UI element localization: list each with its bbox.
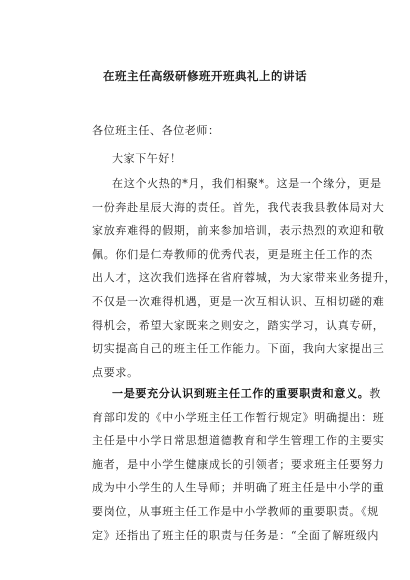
point-heading: 一是要充分认识到班主任工作的重要职责和意义。 [112,387,370,400]
paragraph-line: 定》还指出了班主任的职责与任务是：“全面了解班级内 [92,528,380,542]
paragraph-line: 出人才，这次我们选择在省府蓉城，为大家带来业务提升， [92,271,397,285]
paragraph-point-one [92,382,385,547]
greeting: 大家下午好！ [112,152,182,165]
paragraph-line: 一份奔赴星辰大海的责任。首先，我代表我县教体局对大 [92,200,385,214]
paragraph-lead-line [92,382,382,406]
paragraph-line: 要岗位，从事班主任工作是中小学教师的重要职责。《规 [92,504,379,518]
paragraph-line: 家放弃难得的假期，前来参加培训，表示热烈的欢迎和敬 [92,224,385,238]
point-lead-rest: 教 [369,387,382,400]
salutation: 各位班主任、各位老师： [92,124,220,137]
page-title: 在班主任高级研修班开班典礼上的讲话 [103,69,307,83]
paragraph-line: 成为中小学生的人生导师；并明确了班主任是中小学的重 [92,481,385,495]
paragraph-line: 育部印发的《中小学班主任工作暂行规定》明确提出：班 [92,410,385,424]
paragraph-line: 点要求。 [92,365,139,379]
paragraph-line: 施者，是中小学生健康成长的引领者；要求班主任要努力 [92,457,385,471]
paragraph-line: 佩。你们是仁寿教师的优秀代表，更是班主任工作的杰 [92,247,373,261]
paragraph-intro [92,172,397,384]
paragraph-line: 切实提高自己的班主任工作能力。下面，我向大家提出三 [92,342,385,356]
paragraph-line: 不仅是一次难得机遇，更是一次互相认识、互相切磋的难 [92,294,385,308]
paragraph-line: 得机会，希望大家既来之则安之，踏实学习，认真专研， [92,318,385,332]
paragraph-line: 在这个火热的*月，我们相聚*。这是一个缘分，更是 [112,177,382,190]
paragraph-line: 主任是中小学日常思想道德教育和学生管理工作的主要实 [92,434,385,448]
